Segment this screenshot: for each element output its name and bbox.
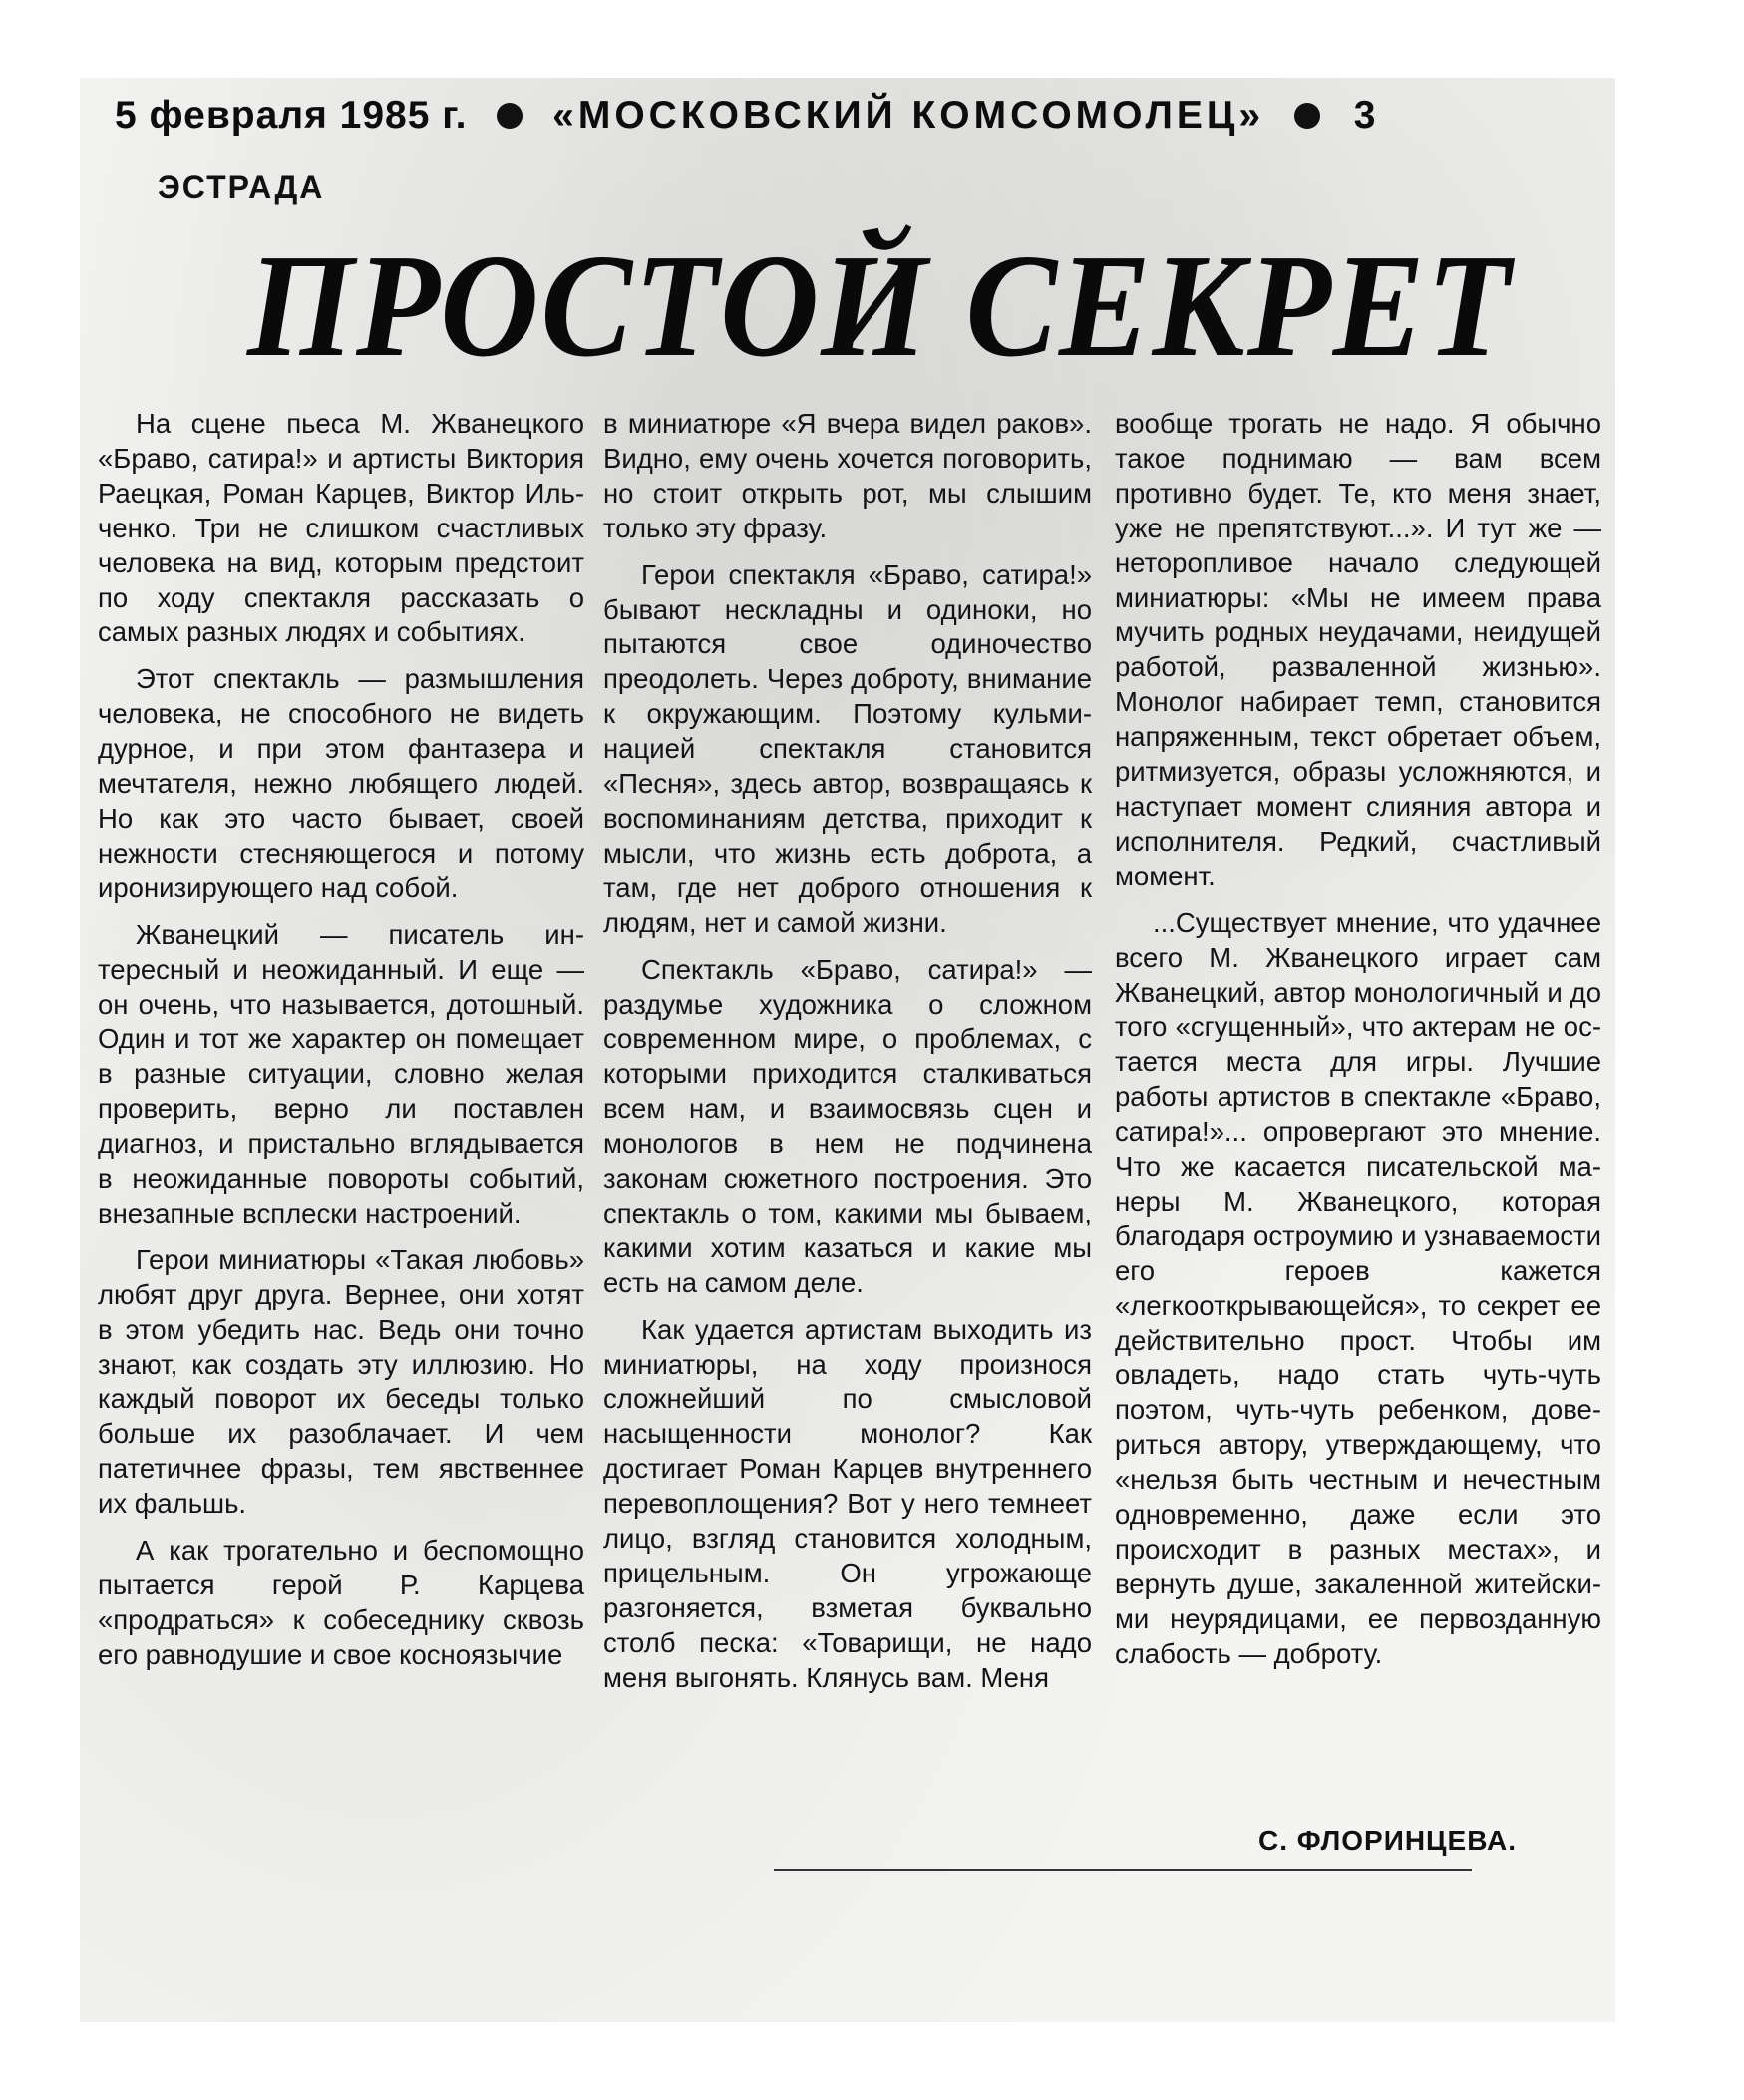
- bullet-icon: [497, 103, 523, 129]
- bottom-rule: [774, 1869, 1472, 1871]
- paragraph: Герои спектакля «Браво, сатира!» бывают нескладны и одиноки, но пытаются свое одиночество преодолеть. Через доброту, внимание к окружающим. Поэтому кульминацией спектакля становится «Песня», здесь автор, возвращаясь к воспоминаниям детства, приходит к мысли, что жизнь есть доброта, а там, где нет доброго отношения к людям, нет и самой жизни.: [603, 558, 1092, 938]
- section-rubric: ЭСТРАДА: [158, 170, 325, 205]
- paragraph: вообще трогать не надо. Я обычно такое поднимаю — вам всем противно будет. Те, кто меня знает, уже не препятствуют...». И тут же — неторопливое начало следующей миниатюры: «Мы не имеем права мучить родных неудачами, неидущей работой, разваленной жизнью». Монолог набирает темп, становится напряженным, текст обретает объем, ритмизуется, образы усложняются, и наступает момент слияния автора и исполнителя. Редкий, счастливый момент.: [1115, 408, 1601, 891]
- paragraph: ...Существует мнение, что удачнее всего М. Жванецкого играет сам Жванецкий, автор монологичный и до того «сгущенный», что актерам не остается места для игры. Лучшие работы артистов в спектакле «Браво, сатира!»... опровергают это мнение. Что же касается писательской манеры М. Жванецкого, которая благодаря остроумию и узнаваемости его героев кажется «легкооткрывающейся», то секрет ее действительно прост. Чтобы им овладеть, надо стать чуть-чуть поэтом, чуть-чуть ребенком, довериться автору, утверждающему, что «нельзя быть честным и нечестным одновременно, даже если это происходит в разных местах», и вернуть душе, закаленной житейскими неурядицами, ее первозданную слабость — доброту.: [1115, 906, 1601, 1669]
- paragraph: Как удается артистам выходить из миниатюры, на ходу произнося сложнейший по смысловой насыщенности монолог? Как достигает Роман Карцев внутреннего перевоплощения? Вот у него темнеет лицо, взгляд становится холодным, прицельным. Он угрожающе разгоняется, взметая буквально столб песка: «Товарищи, не надо меня выгонять. Клянусь вам. Меня: [603, 1313, 1092, 1693]
- article-title: ПРОСТОЙ СЕКРЕТ: [247, 224, 1513, 388]
- paragraph: А как трогательно и беспомощно пытается герой Р. Карцева «продраться» к собеседнику сквозь его равнодушие и свое косноязычие: [98, 1535, 584, 1670]
- paragraph: Герои миниатюры «Такая любовь» любят друг друга. Вернее, они хотят в этом убедить нас. Ведь они точно знают, как создать эту иллюзию. Но каждый поворот их беседы только больше их разоблачает. И чем патетичнее фразы, тем явственнее их фальшь.: [98, 1243, 584, 1520]
- article-column-2: [603, 407, 1092, 1708]
- issue-date: 5 февраля 1985 г.: [115, 93, 468, 137]
- paragraph: На сцене пьеса М. Жванецкого «Браво, сатира!» и артисты Виктория Раецкая, Роман Карцев, Виктор Ильченко. Три не слишком счастливых человека на вид, которым предстоит по ходу спектакля рассказать о самых разных людях и событиях.: [98, 408, 584, 648]
- paragraph: Этот спектакль — размышления человека, не способного не видеть дурное, и при этом фантазера и мечтателя, нежно любящего людей. Но как это часто бывает, своей нежности стесняющегося и потому иронизирующего над собой.: [98, 663, 584, 903]
- masthead: [115, 92, 1610, 148]
- author-signature: С. ФЛОРИНЦЕВА.: [1258, 1825, 1518, 1856]
- newspaper-name: «МОСКОВСКИЙ КОМСОМОЛЕЦ»: [552, 93, 1265, 137]
- paragraph: Жванецкий — писатель интересный и неожиданный. И еще — он очень, что называется, дотошный. Один и тот же характер он помещает в разные ситуации, словно желая проверить, верно ли поставлен диагноз, и пристально вглядывается в неожиданные повороты событий, внезапные всплески настроений.: [98, 918, 584, 1228]
- paragraph: в миниатюре «Я вчера видел раков». Видно, ему очень хочется поговорить, но стоит открыть рот, мы слышим только эту фразу.: [603, 408, 1092, 543]
- article-column-3: [1115, 407, 1601, 1684]
- paragraph: Спектакль «Браво, сатира!» — раздумье художника о сложном современном мире, о проблемах, с которыми приходится сталкиваться всем нам, и взаимосвязь сцен и монологов в нем не подчинена законам сюжетного построения. Это спектакль о том, какими мы бываем, какими хотим казаться и какие мы есть на самом деле.: [603, 953, 1092, 1298]
- page-number: 3: [1353, 93, 1377, 137]
- article-column-1: [98, 407, 584, 1685]
- bullet-icon: [1294, 103, 1320, 129]
